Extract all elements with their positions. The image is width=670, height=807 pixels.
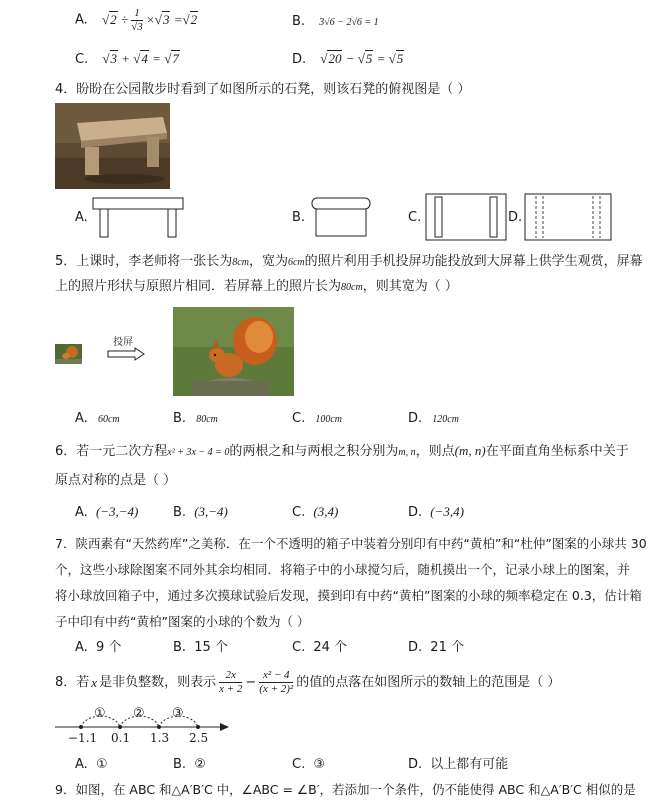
q7-option-d[interactable]: D. 21 个 — [408, 640, 464, 655]
number-line-arc-3-label: ③ — [172, 706, 184, 721]
q3-c-expression: √3 + √4 = √7 — [102, 51, 179, 66]
q8-option-b[interactable]: B. ② — [173, 757, 206, 772]
q7-options — [75, 640, 595, 658]
q3-d-expression: √20 − √5 = √5 — [320, 51, 404, 66]
q5-option-c[interactable]: C. 100cm — [292, 411, 343, 426]
q5-option-d[interactable]: D. 120cm — [408, 411, 459, 426]
q8-option-d[interactable]: D. 以上都有可能 — [408, 757, 509, 772]
q4-option-b-figure — [310, 197, 372, 237]
projection-arrow-label: 投屏 — [113, 337, 133, 348]
q8-question-text: 8．若 x 是非负整数，则表示 $\frac{2x}{x + 2}$ − $\frac{\text{x² − 4}}{\text{(x + 2)²}}$ 的值的点落在如图所示的数轴上的范围是（ ） — [55, 669, 561, 695]
q5-line-1: 5．上课时，李老师将一张长为8cm，宽为6cm的照片利用手机投屏功能投放到大屏幕上供学生观赏，屏幕 — [55, 254, 643, 269]
number-line-tick-1: −1.1 — [68, 731, 98, 745]
q3-option-c[interactable]: C. √3 + √4 = √7 — [75, 51, 179, 67]
q5-option-b[interactable]: B. 80cm — [173, 411, 218, 426]
q7-option-b[interactable]: B. 15 个 — [173, 640, 228, 655]
q3-option-a[interactable]: A. √2 ÷ $\frac{1}{√3}$ ×√3 =√2 — [75, 7, 198, 33]
q9-question-text: 9．如图，在 ABC 和△A′B′C 中，∠ABC = ∠B′，若添加一个条件，仍不能使得 ABC 和△A′B′C 相似的是 — [55, 782, 636, 797]
q7-line-1: 7．陕西素有“天然药库”之美称．在一个不透明的箱子中装着分别印有中药“黄柏”和“杜仲”图案的小球共 30 — [55, 536, 647, 551]
number-line-tick-4: 2.5 — [189, 731, 209, 745]
q4-option-c-figure — [425, 193, 507, 241]
q6-options — [75, 504, 595, 522]
number-line-tick-2: 0.1 — [111, 731, 131, 745]
q5-options — [75, 411, 595, 429]
q4-option-b[interactable]: B. — [292, 210, 306, 225]
q6-line-2: 原点对称的点是（ ） — [55, 473, 177, 488]
q6-option-a[interactable]: A. (−3,−4) — [75, 504, 139, 520]
q5-option-a[interactable]: A. 60cm — [75, 411, 120, 426]
stone-bench-photo — [55, 103, 170, 189]
q8-options — [75, 757, 595, 775]
q3-option-b[interactable]: B. 3√6 − 2√6 = 1 — [292, 14, 379, 29]
q3-a-expression: √2 ÷ $\frac{1}{√3}$ ×√3 =√2 — [101, 7, 198, 33]
number-line-arc-2-label: ② — [133, 706, 145, 721]
q7-option-c[interactable]: C. 24 个 — [292, 640, 348, 655]
q8-option-c[interactable]: C. ③ — [292, 757, 326, 772]
q7-option-a[interactable]: A. 9 个 — [75, 640, 122, 655]
q3-b-expression: 3√6 − 2√6 = 1 — [319, 17, 379, 28]
q6-option-b[interactable]: B. (3,−4) — [173, 504, 228, 520]
q7-line-3: 将小球放回箱子中，通过多次摸球试验后发现，摸到印有中药“黄柏”图案的小球的频率稳定在 0.3，估计箱 — [55, 588, 642, 603]
q3-option-d[interactable]: D. √20 − √5 = √5 — [292, 51, 404, 67]
q4-option-c[interactable]: C. — [408, 210, 422, 225]
small-squirrel-photo — [55, 344, 82, 364]
q6-option-c[interactable]: C. (3,4) — [292, 504, 339, 520]
q7-line-4: 子中印有中药“黄柏”图案的小球的个数为（ ） — [55, 614, 310, 629]
q4-option-a[interactable]: A. — [75, 210, 88, 225]
q4-option-d[interactable]: D. — [508, 210, 523, 225]
q4-option-a-figure — [92, 197, 184, 239]
q4-option-d-figure — [524, 193, 612, 241]
number-line-arc-1-label: ① — [94, 706, 106, 721]
large-squirrel-photo — [173, 307, 294, 396]
q6-line-1: 6．若一元二次方程x² + 3x − 4 = 0的两根之和与两根之积分别为m, n，则点(m, n)在平面直角坐标系中关于 — [55, 443, 629, 459]
projection-arrow-icon — [107, 347, 145, 361]
q4-question-text: 4．盼盼在公园散步时看到了如图所示的石凳，则该石凳的俯视图是（ ） — [55, 82, 471, 97]
q8-option-a[interactable]: A. ① — [75, 757, 108, 772]
number-line-tick-3: 1.3 — [150, 731, 170, 745]
q6-option-d[interactable]: D. (−3,4) — [408, 504, 464, 520]
q7-line-2: 个，这些小球除图案不同外其余均相同．将箱子中的小球搅匀后，随机摸出一个，记录小球上的图案，并 — [55, 562, 631, 577]
q5-line-2: 上的照片形状与原照片相同．若屏幕上的照片长为80cm，则其宽为（ ） — [55, 279, 458, 294]
